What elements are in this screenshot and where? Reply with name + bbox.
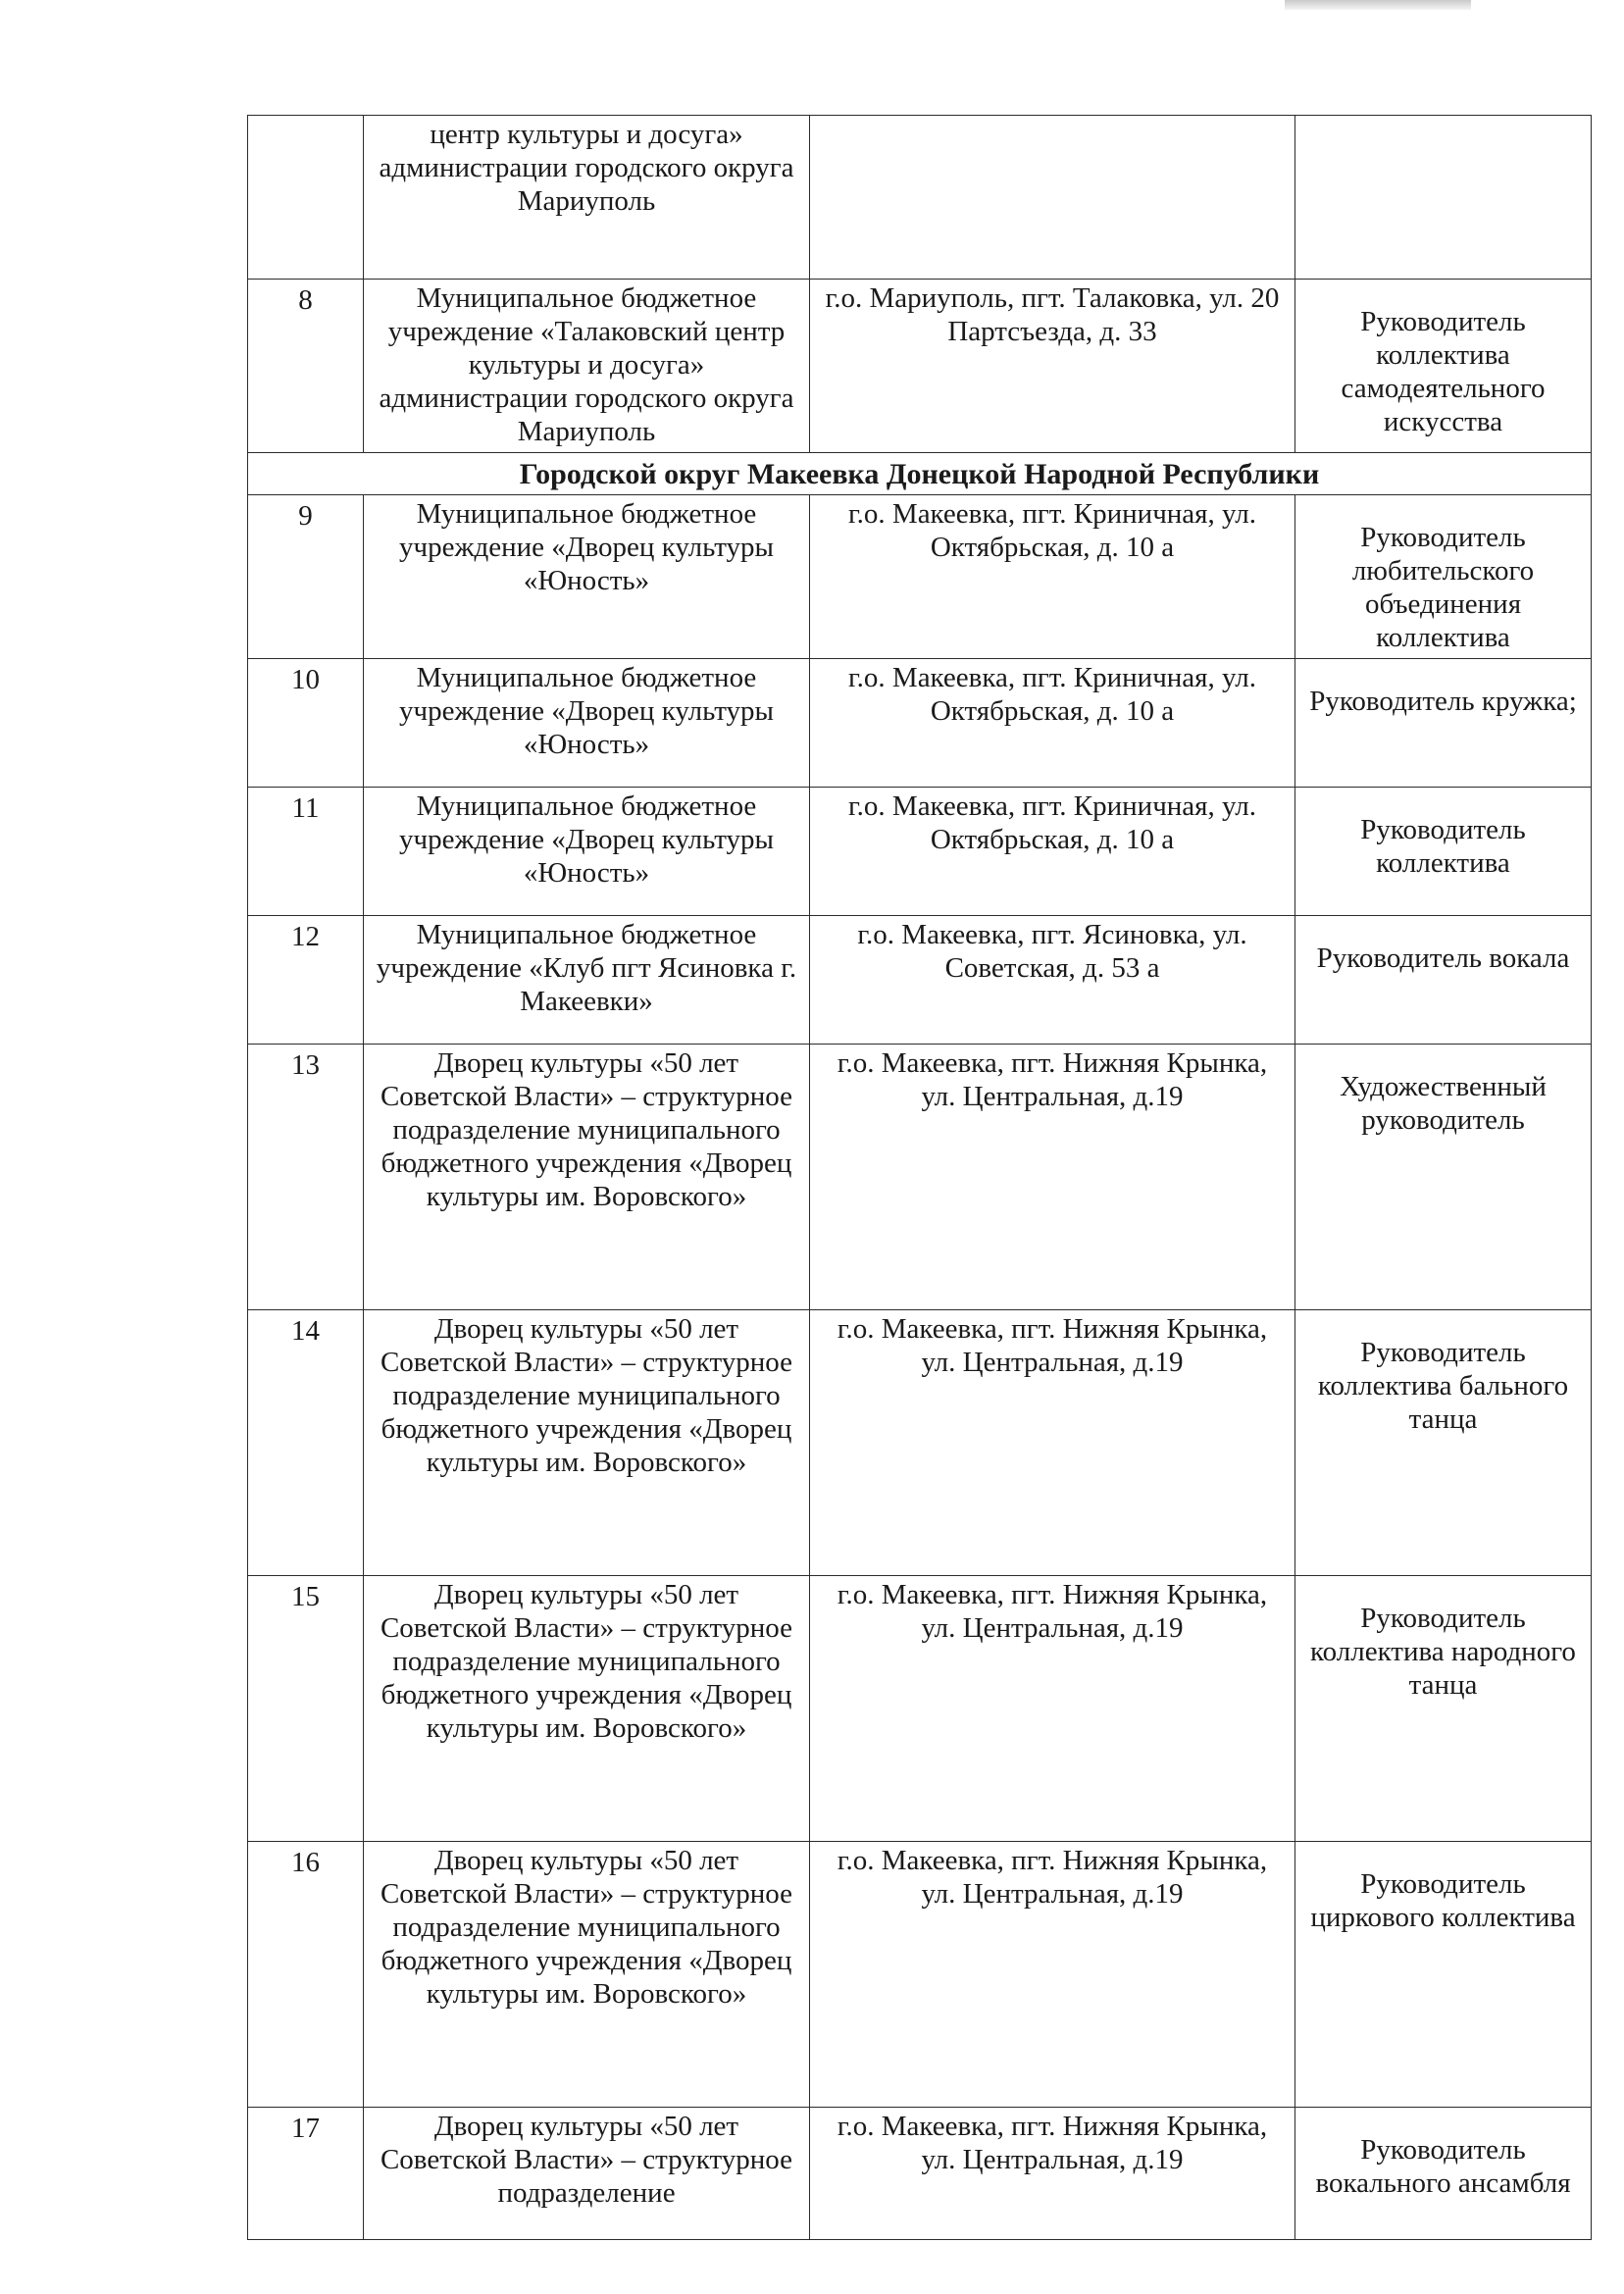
row-number: 12 <box>248 916 364 1045</box>
institution-cell: Муниципальное бюджетное учреждение «Дворец культуры «Юность» <box>364 495 810 659</box>
table-row-continued <box>248 116 1592 280</box>
row-number: 10 <box>248 659 364 788</box>
position-cell: Руководитель коллектива самодеятельного искусства <box>1295 280 1592 453</box>
position-cell: Руководитель вокала <box>1295 916 1592 1045</box>
address-cell: г.о. Макеевка, пгт. Нижняя Крынка, ул. Центральная, д.19 <box>810 1576 1295 1842</box>
position-cell: Руководитель коллектива народного танца <box>1295 1576 1592 1842</box>
table-row <box>248 788 1592 916</box>
row-number: 16 <box>248 1842 364 2108</box>
institution-cell: Дворец культуры «50 лет Советской Власти» – структурное подразделение муниципального бюджетного учреждения «Дворец культуры им. Воровского» <box>364 1576 810 1842</box>
institution-cell: Дворец культуры «50 лет Советской Власти» – структурное подразделение <box>364 2108 810 2240</box>
position-cell: Руководитель любительского объединения коллектива <box>1295 495 1592 659</box>
row-number: 15 <box>248 1576 364 1842</box>
section-title: Городской округ Макеевка Донецкой Народной Республики <box>248 453 1592 495</box>
row-number: 11 <box>248 788 364 916</box>
scan-edge-mark <box>1285 0 1471 10</box>
table-row <box>248 916 1592 1045</box>
position-cell: Художественный руководитель <box>1295 1045 1592 1310</box>
position-cell: Руководитель кружка; <box>1295 659 1592 788</box>
institution-cell: Муниципальное бюджетное учреждение «Дворец культуры «Юность» <box>364 659 810 788</box>
address-cell: г.о. Макеевка, пгт. Нижняя Крынка, ул. Центральная, д.19 <box>810 2108 1295 2240</box>
position-cell <box>1295 116 1592 280</box>
address-cell: г.о. Макеевка, пгт. Нижняя Крынка, ул. Центральная, д.19 <box>810 1842 1295 2108</box>
row-number: 9 <box>248 495 364 659</box>
institution-cell: Муниципальное бюджетное учреждение «Талаковский центр культуры и досуга» администрации городского округа Мариуполь <box>364 280 810 453</box>
row-number: 14 <box>248 1310 364 1576</box>
table-row <box>248 1576 1592 1842</box>
position-cell: Руководитель циркового коллектива <box>1295 1842 1592 2108</box>
address-cell <box>810 116 1295 280</box>
institution-cell: Муниципальное бюджетное учреждение «Клуб пгт Ясиновка г. Макеевки» <box>364 916 810 1045</box>
row-number <box>248 116 364 280</box>
table-row <box>248 1045 1592 1310</box>
institution-cell: центр культуры и досуга» администрации городского округа Мариуполь <box>364 116 810 280</box>
table-row <box>248 1310 1592 1576</box>
address-cell: г.о. Мариуполь, пгт. Талаковка, ул. 20 Партсъезда, д. 33 <box>810 280 1295 453</box>
address-cell: г.о. Макеевка, пгт. Нижняя Крынка, ул. Центральная, д.19 <box>810 1310 1295 1576</box>
address-cell: г.о. Макеевка, пгт. Криничная, ул. Октябрьская, д. 10 а <box>810 788 1295 916</box>
address-cell: г.о. Макеевка, пгт. Ясиновка, ул. Советская, д. 53 а <box>810 916 1295 1045</box>
section-header-row <box>248 453 1592 495</box>
row-number: 13 <box>248 1045 364 1310</box>
address-cell: г.о. Макеевка, пгт. Нижняя Крынка, ул. Центральная, д.19 <box>810 1045 1295 1310</box>
institution-cell: Муниципальное бюджетное учреждение «Дворец культуры «Юность» <box>364 788 810 916</box>
institution-cell: Дворец культуры «50 лет Советской Власти» – структурное подразделение муниципального бюджетного учреждения «Дворец культуры им. Воровского» <box>364 1310 810 1576</box>
table-row <box>248 495 1592 659</box>
position-cell: Руководитель коллектива <box>1295 788 1592 916</box>
institution-cell: Дворец культуры «50 лет Советской Власти» – структурное подразделение муниципального бюджетного учреждения «Дворец культуры им. Воровского» <box>364 1842 810 2108</box>
position-cell: Руководитель вокального ансамбля <box>1295 2108 1592 2240</box>
row-number: 17 <box>248 2108 364 2240</box>
table-row <box>248 2108 1592 2240</box>
institution-cell: Дворец культуры «50 лет Советской Власти» – структурное подразделение муниципального бюджетного учреждения «Дворец культуры им. Воровского» <box>364 1045 810 1310</box>
row-number: 8 <box>248 280 364 453</box>
table-row <box>248 1842 1592 2108</box>
institutions-table <box>247 115 1592 2240</box>
address-cell: г.о. Макеевка, пгт. Криничная, ул. Октябрьская, д. 10 а <box>810 659 1295 788</box>
position-cell: Руководитель коллектива бального танца <box>1295 1310 1592 1576</box>
table-row <box>248 280 1592 453</box>
address-cell: г.о. Макеевка, пгт. Криничная, ул. Октябрьская, д. 10 а <box>810 495 1295 659</box>
table-row <box>248 659 1592 788</box>
